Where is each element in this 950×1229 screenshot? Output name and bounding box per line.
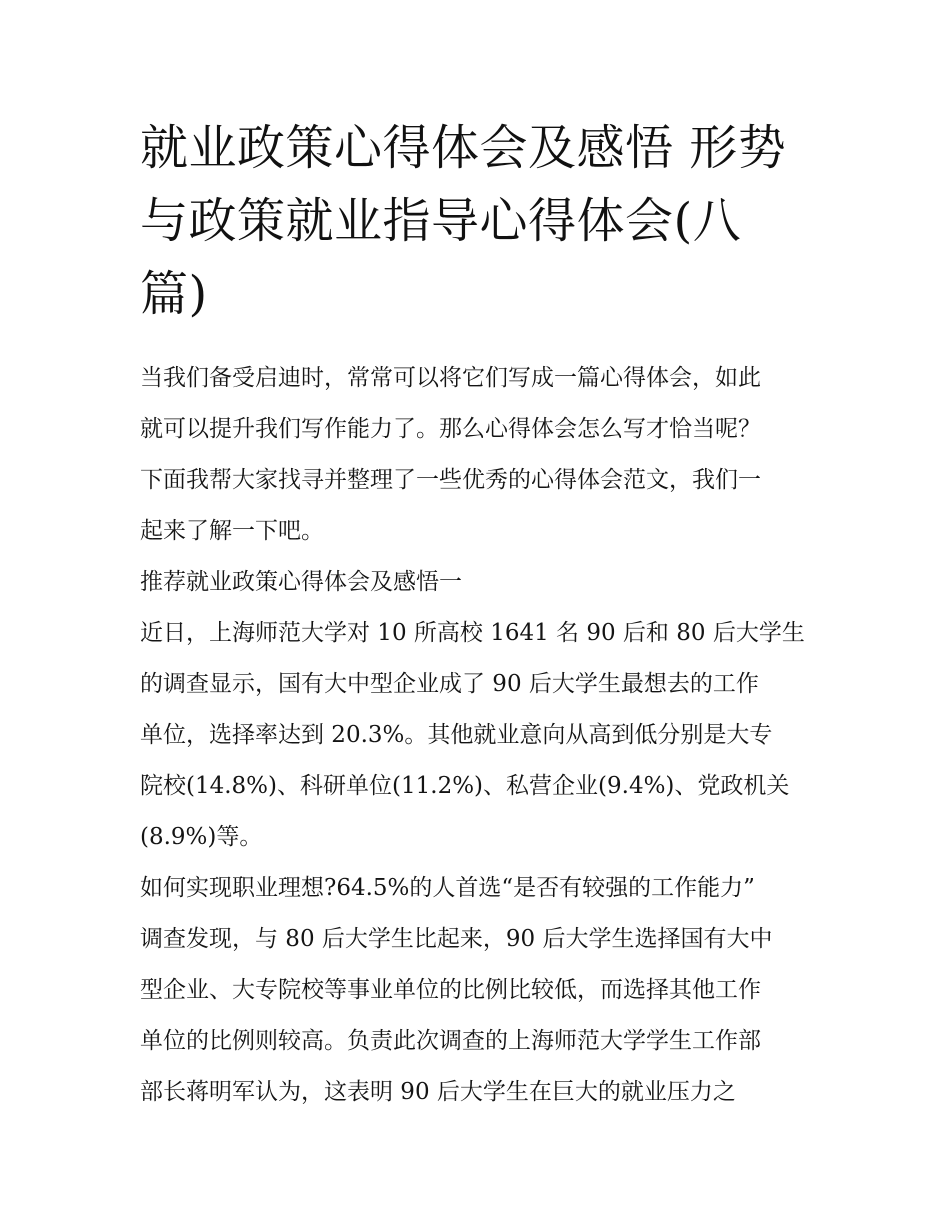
paragraph-line: 调查发现，与 80 后大学生比起来，90 后大学生选择国有大中 [140,926,773,952]
document-title [140,112,820,331]
paragraph-line: 单位，选择率达到 20.3%。其他就业意向从高到低分别是大专 [140,722,773,748]
paragraph-line: 如何实现职业理想?64.5%的人首选“是否有较强的工作能力” [140,875,755,901]
intro-line: 就可以提升我们写作能力了。那么心得体会怎么写才恰当呢？ [140,416,761,442]
intro-line: 下面我帮大家找寻并整理了一些优秀的心得体会范文，我们一 [140,467,761,493]
intro-line: 当我们备受启迪时，常常可以将它们写成一篇心得体会，如此 [140,365,761,391]
document-body [140,353,820,1118]
title-line: 就业政策心得体会及感悟 形势 [140,120,787,176]
paragraph-line: 单位的比例则较高。负责此次调查的上海师范大学学生工作部 [140,1028,761,1054]
paragraph-line: 近日，上海师范大学对 10 所高校 1641 名 90 后和 80 后大学生 [140,620,805,646]
paragraph-line: 部长蒋明军认为，这表明 90 后大学生在巨大的就业压力之 [140,1079,736,1105]
intro-line: 起来了解一下吧。 [140,518,324,544]
document-page [140,112,820,1118]
section-heading: 推荐就业政策心得体会及感悟一 [140,569,462,595]
paragraph-line: 型企业、大专院校等事业单位的比例比较低，而选择其他工作 [140,977,761,1003]
paragraph-line: (8.9%)等。 [140,824,263,850]
paragraph-line: 院校(14.8%)、科研单位(11.2%)、私营企业(9.4%)、党政机关 [140,773,790,799]
title-line: 与政策就业指导心得体会(八 [140,193,742,249]
title-line: 篇) [140,266,208,322]
paragraph-line: 的调查显示，国有大中型企业成了 90 后大学生最想去的工作 [140,671,759,697]
